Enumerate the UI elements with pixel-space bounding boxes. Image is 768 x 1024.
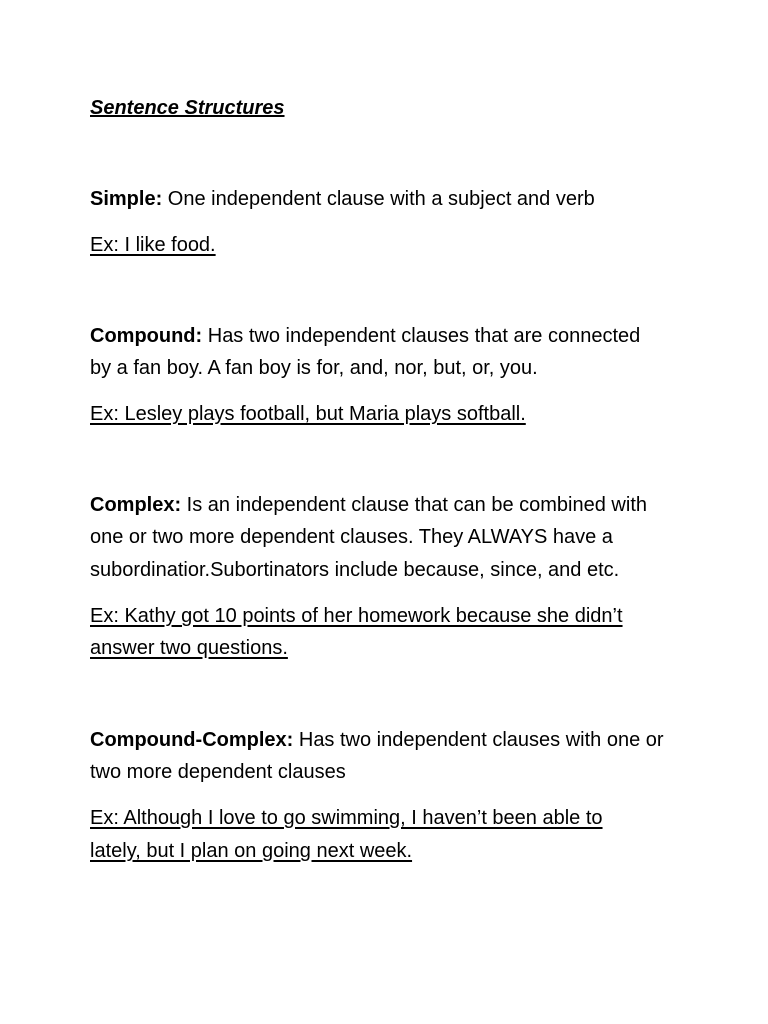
definition-line: [90, 320, 640, 352]
example-line: Ex: Although I love to go swimming, I haven’t been able to: [90, 807, 603, 829]
example-line: lately, but I plan on going next week.: [90, 840, 413, 862]
definition-text: Has two independent clauses with one or: [293, 729, 664, 751]
definition-text: Has two independent clauses that are connected: [202, 325, 641, 347]
page-title: Sentence Structures: [90, 97, 285, 119]
definition-text: One independent clause with a subject and verb: [162, 188, 595, 210]
term-label: Compound:: [90, 325, 203, 347]
definition-line: one or two more dependent clauses. They ALWAYS have a: [90, 526, 613, 548]
definition-text: Is an independent clause that can be combined with: [181, 494, 647, 516]
term-label: Simple:: [90, 188, 163, 210]
example-line: Ex: Lesley plays football, but Maria plays softball.: [90, 403, 526, 425]
example-line: Ex: Kathy got 10 points of her homework because she didn’t: [90, 605, 623, 627]
definition-line: two more dependent clauses: [90, 761, 346, 783]
term-label: Complex:: [90, 494, 182, 516]
definition-line: subordinatior.Subortinators include because, since, and etc.: [90, 559, 620, 581]
example-line: Ex: I like food.: [90, 234, 216, 256]
definition-line: [90, 489, 647, 521]
definition-line: [90, 183, 595, 215]
example-line: answer two questions.: [90, 637, 288, 659]
term-label: Compound-Complex:: [90, 729, 294, 751]
definition-line: [90, 724, 664, 756]
definition-line: by a fan boy. A fan boy is for, and, nor, but, or, you.: [90, 357, 538, 379]
